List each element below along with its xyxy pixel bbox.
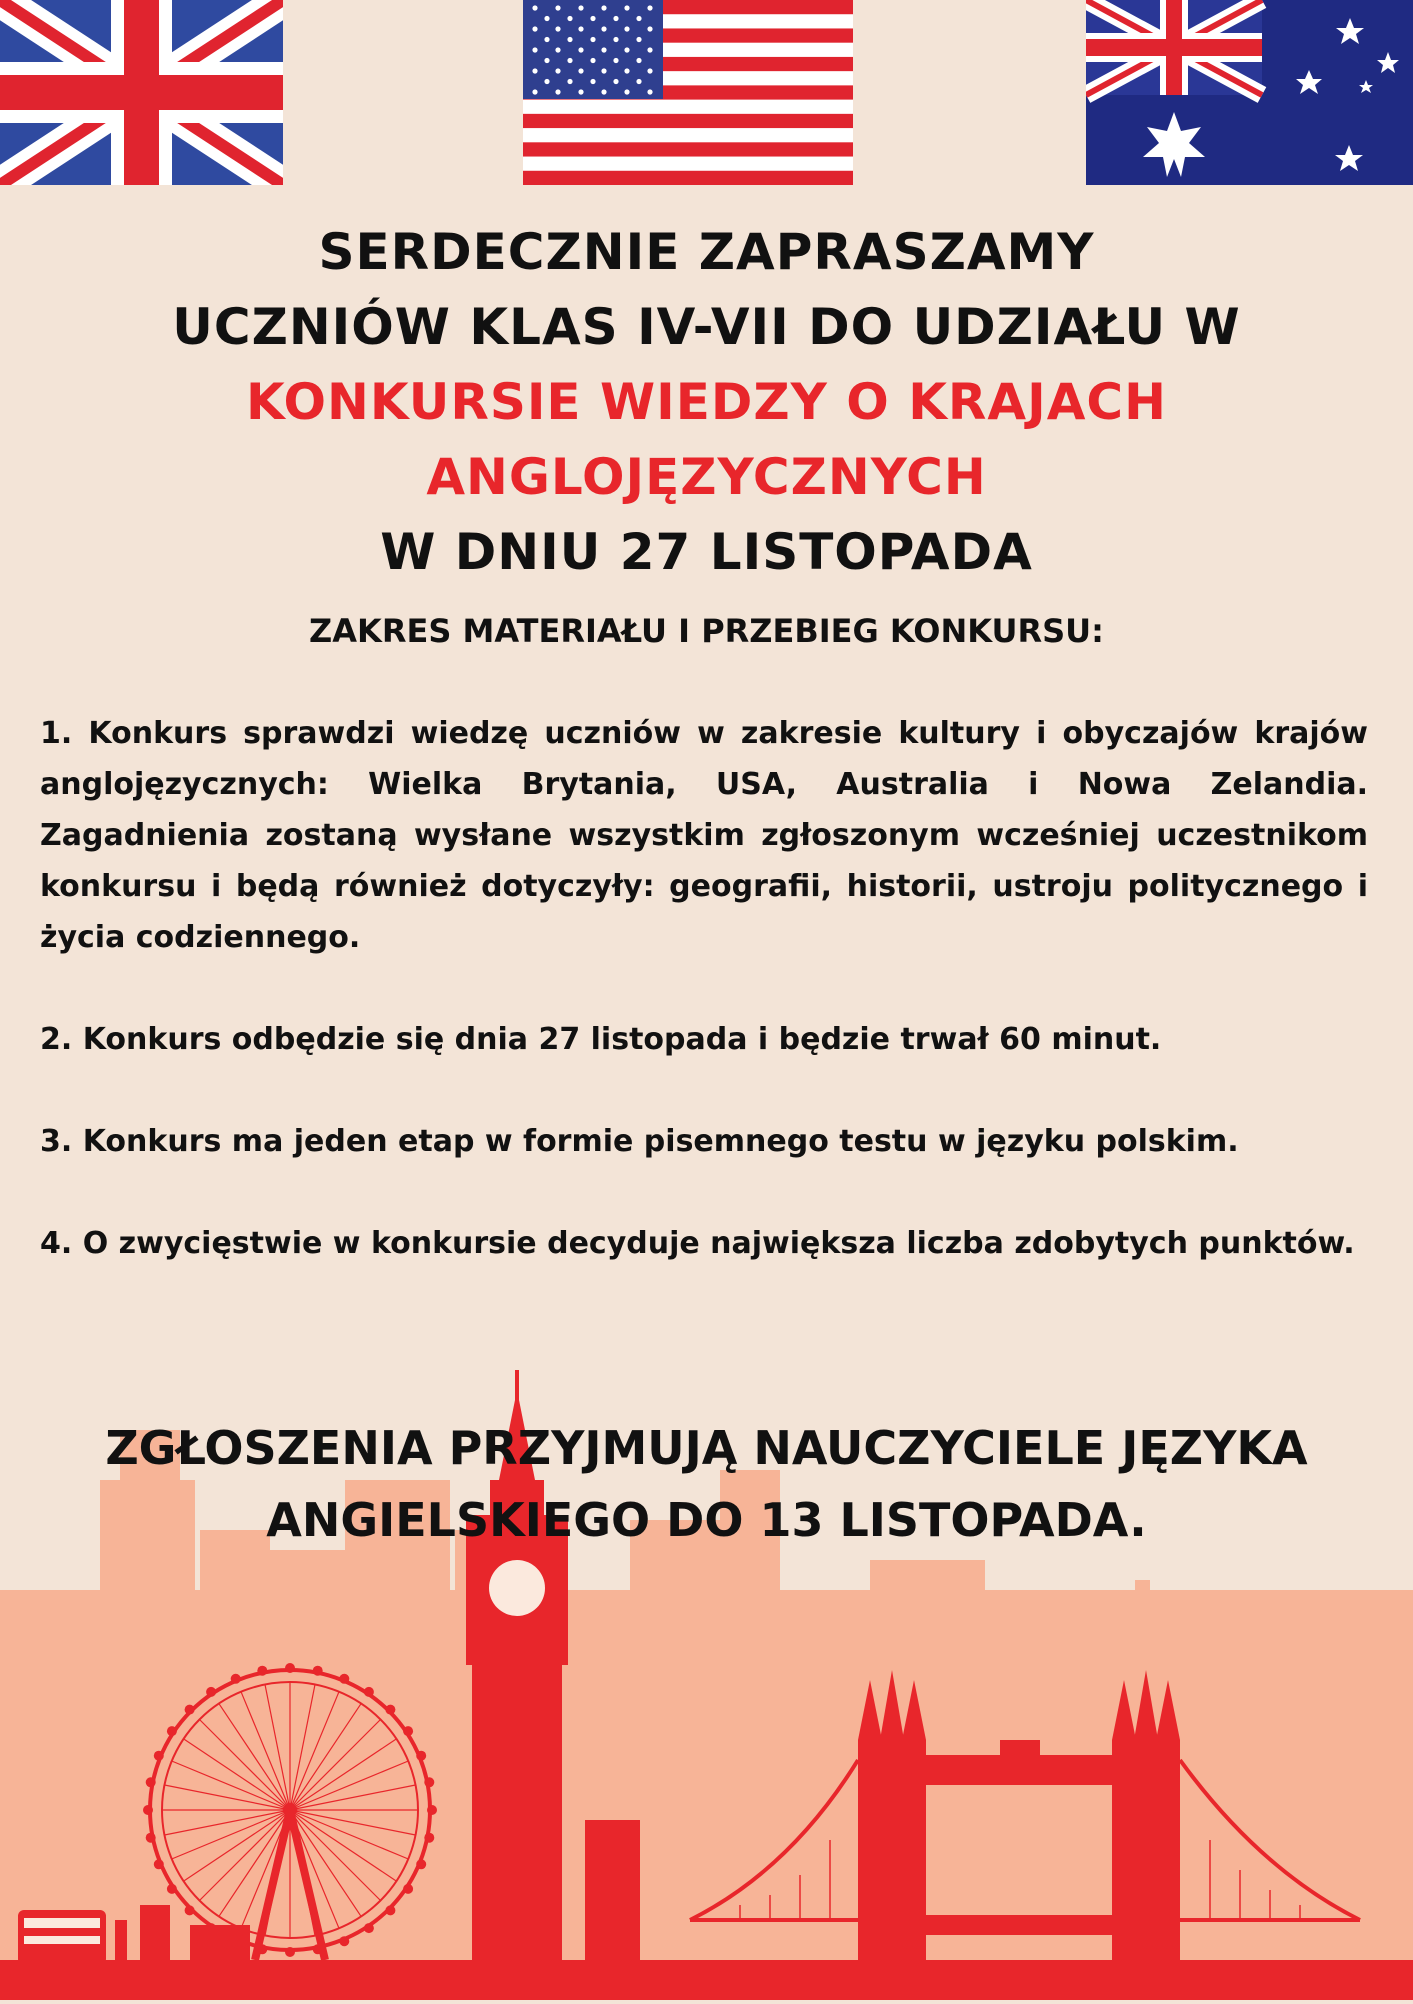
rules-subheading: ZAKRES MATERIAŁU I PRZEBIEG KONKURSU:: [309, 612, 1104, 650]
heading-line-3-highlight: KONKURSIE WIEDZY O KRAJACH: [246, 373, 1167, 431]
rule-item: 3. Konkurs ma jeden etap w formie pisemnego testu w języku polskim.: [40, 1124, 1239, 1159]
heading-line-2: UCZNIÓW KLAS IV-VII DO UDZIAŁU W: [172, 298, 1241, 356]
heading-line-1: SERDECZNIE ZAPRASZAMY: [318, 223, 1095, 281]
registration-notice: [0, 1412, 1413, 1556]
rule-item: 4. O zwycięstwie w konkursie decyduje największa liczba zdobytych punktów.: [40, 1226, 1355, 1261]
united-kingdom-flag-icon: [0, 0, 283, 185]
closing-line-2: ANGIELSKIEGO DO 13 LISTOPADA.: [266, 1493, 1147, 1547]
heading-line-5-date: W DNIU 27 LISTOPADA: [380, 523, 1033, 581]
rule-item: 2. Konkurs odbędzie się dnia 27 listopada i będzie trwał 60 minut.: [40, 1022, 1162, 1057]
rules-list: [40, 708, 1368, 1320]
australia-flag-icon: [1086, 0, 1413, 185]
closing-line-1: ZGŁOSZENIA PRZYJMUJĄ NAUCZYCIELE JĘZYKA: [105, 1421, 1308, 1475]
rule-item: 1. Konkurs sprawdzi wiedzę uczniów w zakresie kultury i obyczajów krajów anglojęzycznych: Wielka Brytania, USA, Australia i Nowa Zelandia. Zagadnienia zostaną wysłane wszystkim zgłoszonym wcześniej uczestnikom konkursu i będą również dotyczyły: geografii, historii, ustroju politycznego i życia codziennego.: [40, 716, 1368, 955]
invitation-heading: [0, 215, 1413, 590]
heading-line-4-highlight: ANGLOJĘZYCZNYCH: [426, 448, 987, 506]
united-states-flag-icon: [523, 0, 853, 185]
